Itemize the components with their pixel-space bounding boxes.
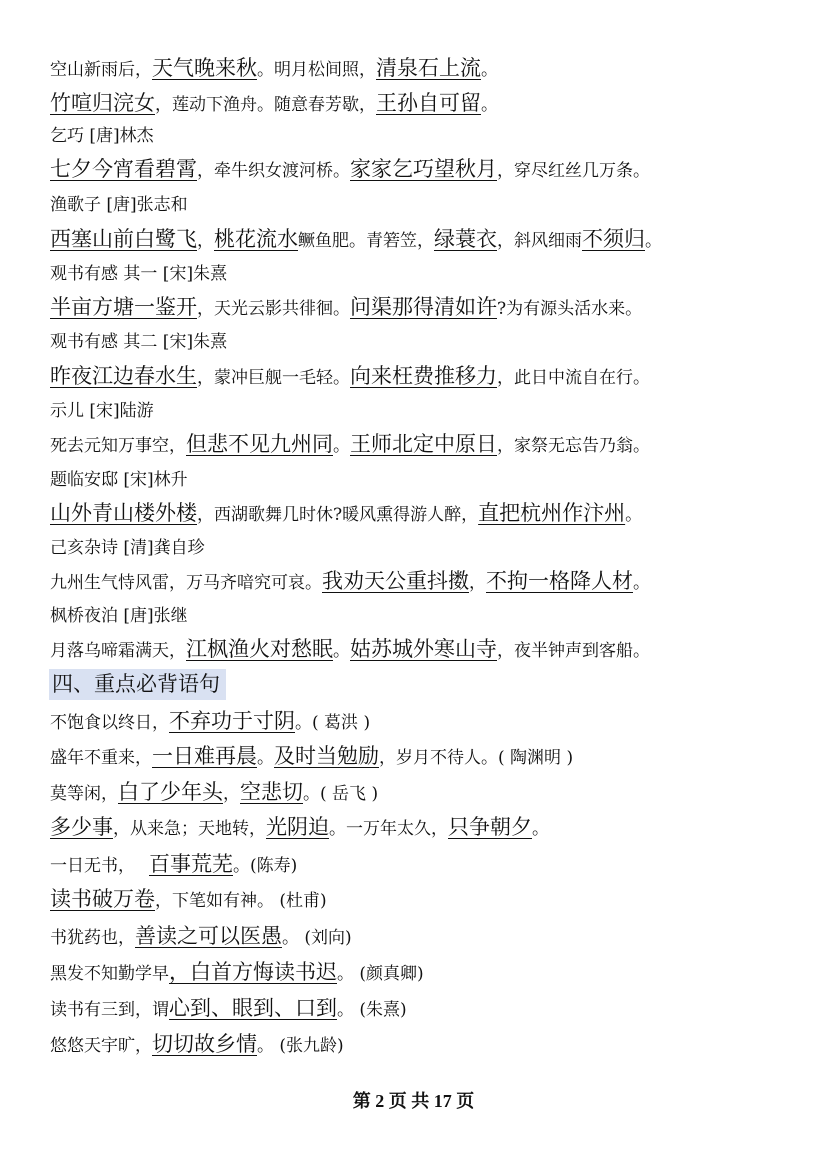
plain-text: 。 (颜真卿) xyxy=(337,964,424,984)
key-phrase: 多少事 xyxy=(50,815,113,839)
plain-text: 。一万年太久， xyxy=(329,819,448,839)
plain-text: 黑发不知勤学早 xyxy=(50,964,169,984)
plain-text: ?为有源头活水来。 xyxy=(497,299,643,319)
poem-title-fengqiao: 枫桥夜泊 [唐]张继 xyxy=(50,606,188,626)
key-phrase: 绿蓑衣 xyxy=(434,227,497,251)
key-phrase: 清泉石上流 xyxy=(376,56,481,80)
saying-line xyxy=(50,924,807,949)
poem-line-fengqiao xyxy=(50,637,807,662)
key-phrase: 直把杭州作汴州 xyxy=(478,501,626,525)
key-phrase: 向来枉费推移力 xyxy=(350,364,497,388)
key-phrase: 空悲切 xyxy=(240,780,303,804)
plain-text: 。 xyxy=(625,505,643,525)
key-phrase: 只争朝夕 xyxy=(448,815,532,839)
poem-title-shier: 示儿 [宋]陆游 xyxy=(50,401,154,421)
plain-text: ， xyxy=(223,784,240,804)
key-phrase: 光阴迫 xyxy=(266,815,329,839)
poem-line-shanju-2 xyxy=(50,91,807,116)
key-phrase: 百事荒芜 xyxy=(149,852,233,876)
plain-text: 。( 葛洪 ) xyxy=(295,713,371,733)
plain-text: ，从来急；天地转， xyxy=(113,819,266,839)
plain-text: 鳜鱼肥。青箬笠， xyxy=(298,231,434,251)
poem-line-shier xyxy=(50,432,807,457)
key-phrase: 西塞山前白鹭飞 xyxy=(50,227,197,251)
poem-line-guanshu-2 xyxy=(50,364,807,389)
page-number: 第 2 页 共 17 页 xyxy=(352,1091,475,1111)
saying-line xyxy=(50,852,807,877)
key-phrase: 山外青山楼外楼 xyxy=(50,501,197,525)
plain-text: 月落乌啼霜满天， xyxy=(50,641,186,661)
plain-text: 。 xyxy=(333,641,350,661)
plain-text: 。 xyxy=(481,95,498,115)
plain-text: 。 xyxy=(532,819,549,839)
poem-line-yugezi xyxy=(50,227,807,252)
key-phrase: ，白首方悔读书迟 xyxy=(169,960,337,984)
section-heading: 四、重点必背语句 xyxy=(49,669,226,700)
plain-text: ，穿尽红丝几万条。 xyxy=(497,161,650,181)
key-phrase: 一日难再晨 xyxy=(152,744,257,768)
poem-title-yugezi: 渔歌子 [唐]张志和 xyxy=(50,195,188,215)
plain-text: ，家祭无忘告乃翁。 xyxy=(497,436,650,456)
plain-text: 。 (张九龄) xyxy=(257,1036,344,1056)
poem-line-jihai xyxy=(50,569,807,594)
key-phrase: 家家乞巧望秋月 xyxy=(350,157,497,181)
plain-text: 不饱食以终日， xyxy=(50,713,169,733)
key-phrase: 及时当勉励 xyxy=(274,744,379,768)
key-phrase: 不须归 xyxy=(582,227,645,251)
key-phrase: 白了少年头 xyxy=(118,780,223,804)
plain-text: 。 xyxy=(645,231,662,251)
key-phrase: 桃花流水 xyxy=(214,227,298,251)
plain-text: 盛年不重来， xyxy=(50,748,152,768)
key-phrase: 切切故乡情 xyxy=(152,1032,257,1056)
key-phrase: 但悲不见九州同 xyxy=(186,432,333,456)
key-phrase: 姑苏城外寒山寺 xyxy=(350,637,497,661)
saying-line xyxy=(50,960,807,985)
plain-text: 读书有三到，谓 xyxy=(50,1000,169,1020)
plain-text: ，牵牛织女渡河桥。 xyxy=(197,161,350,181)
plain-text: ，此日中流自在行。 xyxy=(497,368,650,388)
plain-text: ，斜风细雨 xyxy=(497,231,582,251)
plain-text: 莫等闲， xyxy=(50,784,118,804)
saying-line xyxy=(50,996,807,1021)
key-phrase: 昨夜江边春水生 xyxy=(50,364,197,388)
plain-text: ，岁月不待人。( 陶渊明 ) xyxy=(379,748,574,768)
plain-text: 。 xyxy=(333,436,350,456)
key-phrase: 读书破万卷 xyxy=(50,887,155,911)
key-phrase: 竹喧归浣女 xyxy=(50,91,155,115)
poem-title-tilin: 题临安邸 [宋]林升 xyxy=(50,470,188,490)
plain-text: 悠悠天宇旷， xyxy=(50,1036,152,1056)
plain-text: 九州生气恃风雷，万马齐喑究可哀。 xyxy=(50,573,322,593)
plain-text: ，天光云影共徘徊。 xyxy=(197,299,350,319)
plain-text: ， xyxy=(197,231,214,251)
poem-title-jihai: 己亥杂诗 [清]龚自珍 xyxy=(50,538,205,558)
key-phrase: 善读之可以医愚 xyxy=(135,924,282,948)
poem-title-qiqiao: 乞巧 [唐]林杰 xyxy=(50,126,154,146)
plain-text: 。 (朱熹) xyxy=(337,1000,407,1020)
plain-text: 死去元知万事空， xyxy=(50,436,186,456)
key-phrase: 心到、眼到、口到 xyxy=(169,996,337,1020)
key-phrase: 七夕今宵看碧霄 xyxy=(50,157,197,181)
saying-line xyxy=(50,1032,807,1057)
saying-line xyxy=(50,744,807,769)
key-phrase: 不拘一格降人材 xyxy=(486,569,633,593)
key-phrase: 王孙自可留 xyxy=(376,91,481,115)
plain-text: ，蒙冲巨舰一毛轻。 xyxy=(197,368,350,388)
poem-line-tilin xyxy=(50,501,807,526)
key-phrase: 问渠那得清如许 xyxy=(350,295,497,319)
key-phrase: 天气晚来秋 xyxy=(152,56,257,80)
key-phrase: 半亩方塘一鉴开 xyxy=(50,295,197,319)
plain-text: 空山新雨后， xyxy=(50,60,152,80)
poem-line-guanshu-1 xyxy=(50,295,807,320)
plain-text: 。 xyxy=(481,60,498,80)
saying-line xyxy=(50,815,807,840)
plain-text: 。 xyxy=(633,573,650,593)
poem-line-shanju-1 xyxy=(50,56,807,81)
plain-text: 。 xyxy=(257,748,274,768)
plain-text: ，下笔如有神。 (杜甫) xyxy=(155,891,327,911)
plain-text: ，莲动下渔舟。随意春芳歇， xyxy=(155,95,376,115)
saying-line xyxy=(50,887,807,912)
key-phrase: 我劝天公重抖擞 xyxy=(322,569,469,593)
plain-text: 一日无书， xyxy=(50,856,135,876)
poem-title-guanshu-1: 观书有感 其一 [宋]朱熹 xyxy=(50,264,228,284)
plain-text: 。明月松间照， xyxy=(257,60,376,80)
key-phrase: 王师北定中原日 xyxy=(350,432,497,456)
plain-text: ， xyxy=(469,573,486,593)
plain-text: 书犹药也， xyxy=(50,928,135,948)
saying-line xyxy=(50,780,807,805)
key-phrase: 江枫渔火对愁眠 xyxy=(186,637,333,661)
key-phrase: 不弃功于寸阴 xyxy=(169,709,295,733)
saying-line xyxy=(50,709,807,734)
plain-text: 。(陈寿) xyxy=(233,856,298,876)
plain-text: 。( 岳飞 ) xyxy=(303,784,379,804)
plain-text: ，夜半钟声到客船。 xyxy=(497,641,650,661)
poem-title-guanshu-2: 观书有感 其二 [宋]朱熹 xyxy=(50,332,228,352)
poem-line-qiqiao xyxy=(50,157,807,182)
plain-text: 。 (刘向) xyxy=(282,928,352,948)
plain-text: ，西湖歌舞几时休?暖风熏得游人醉， xyxy=(197,505,479,525)
